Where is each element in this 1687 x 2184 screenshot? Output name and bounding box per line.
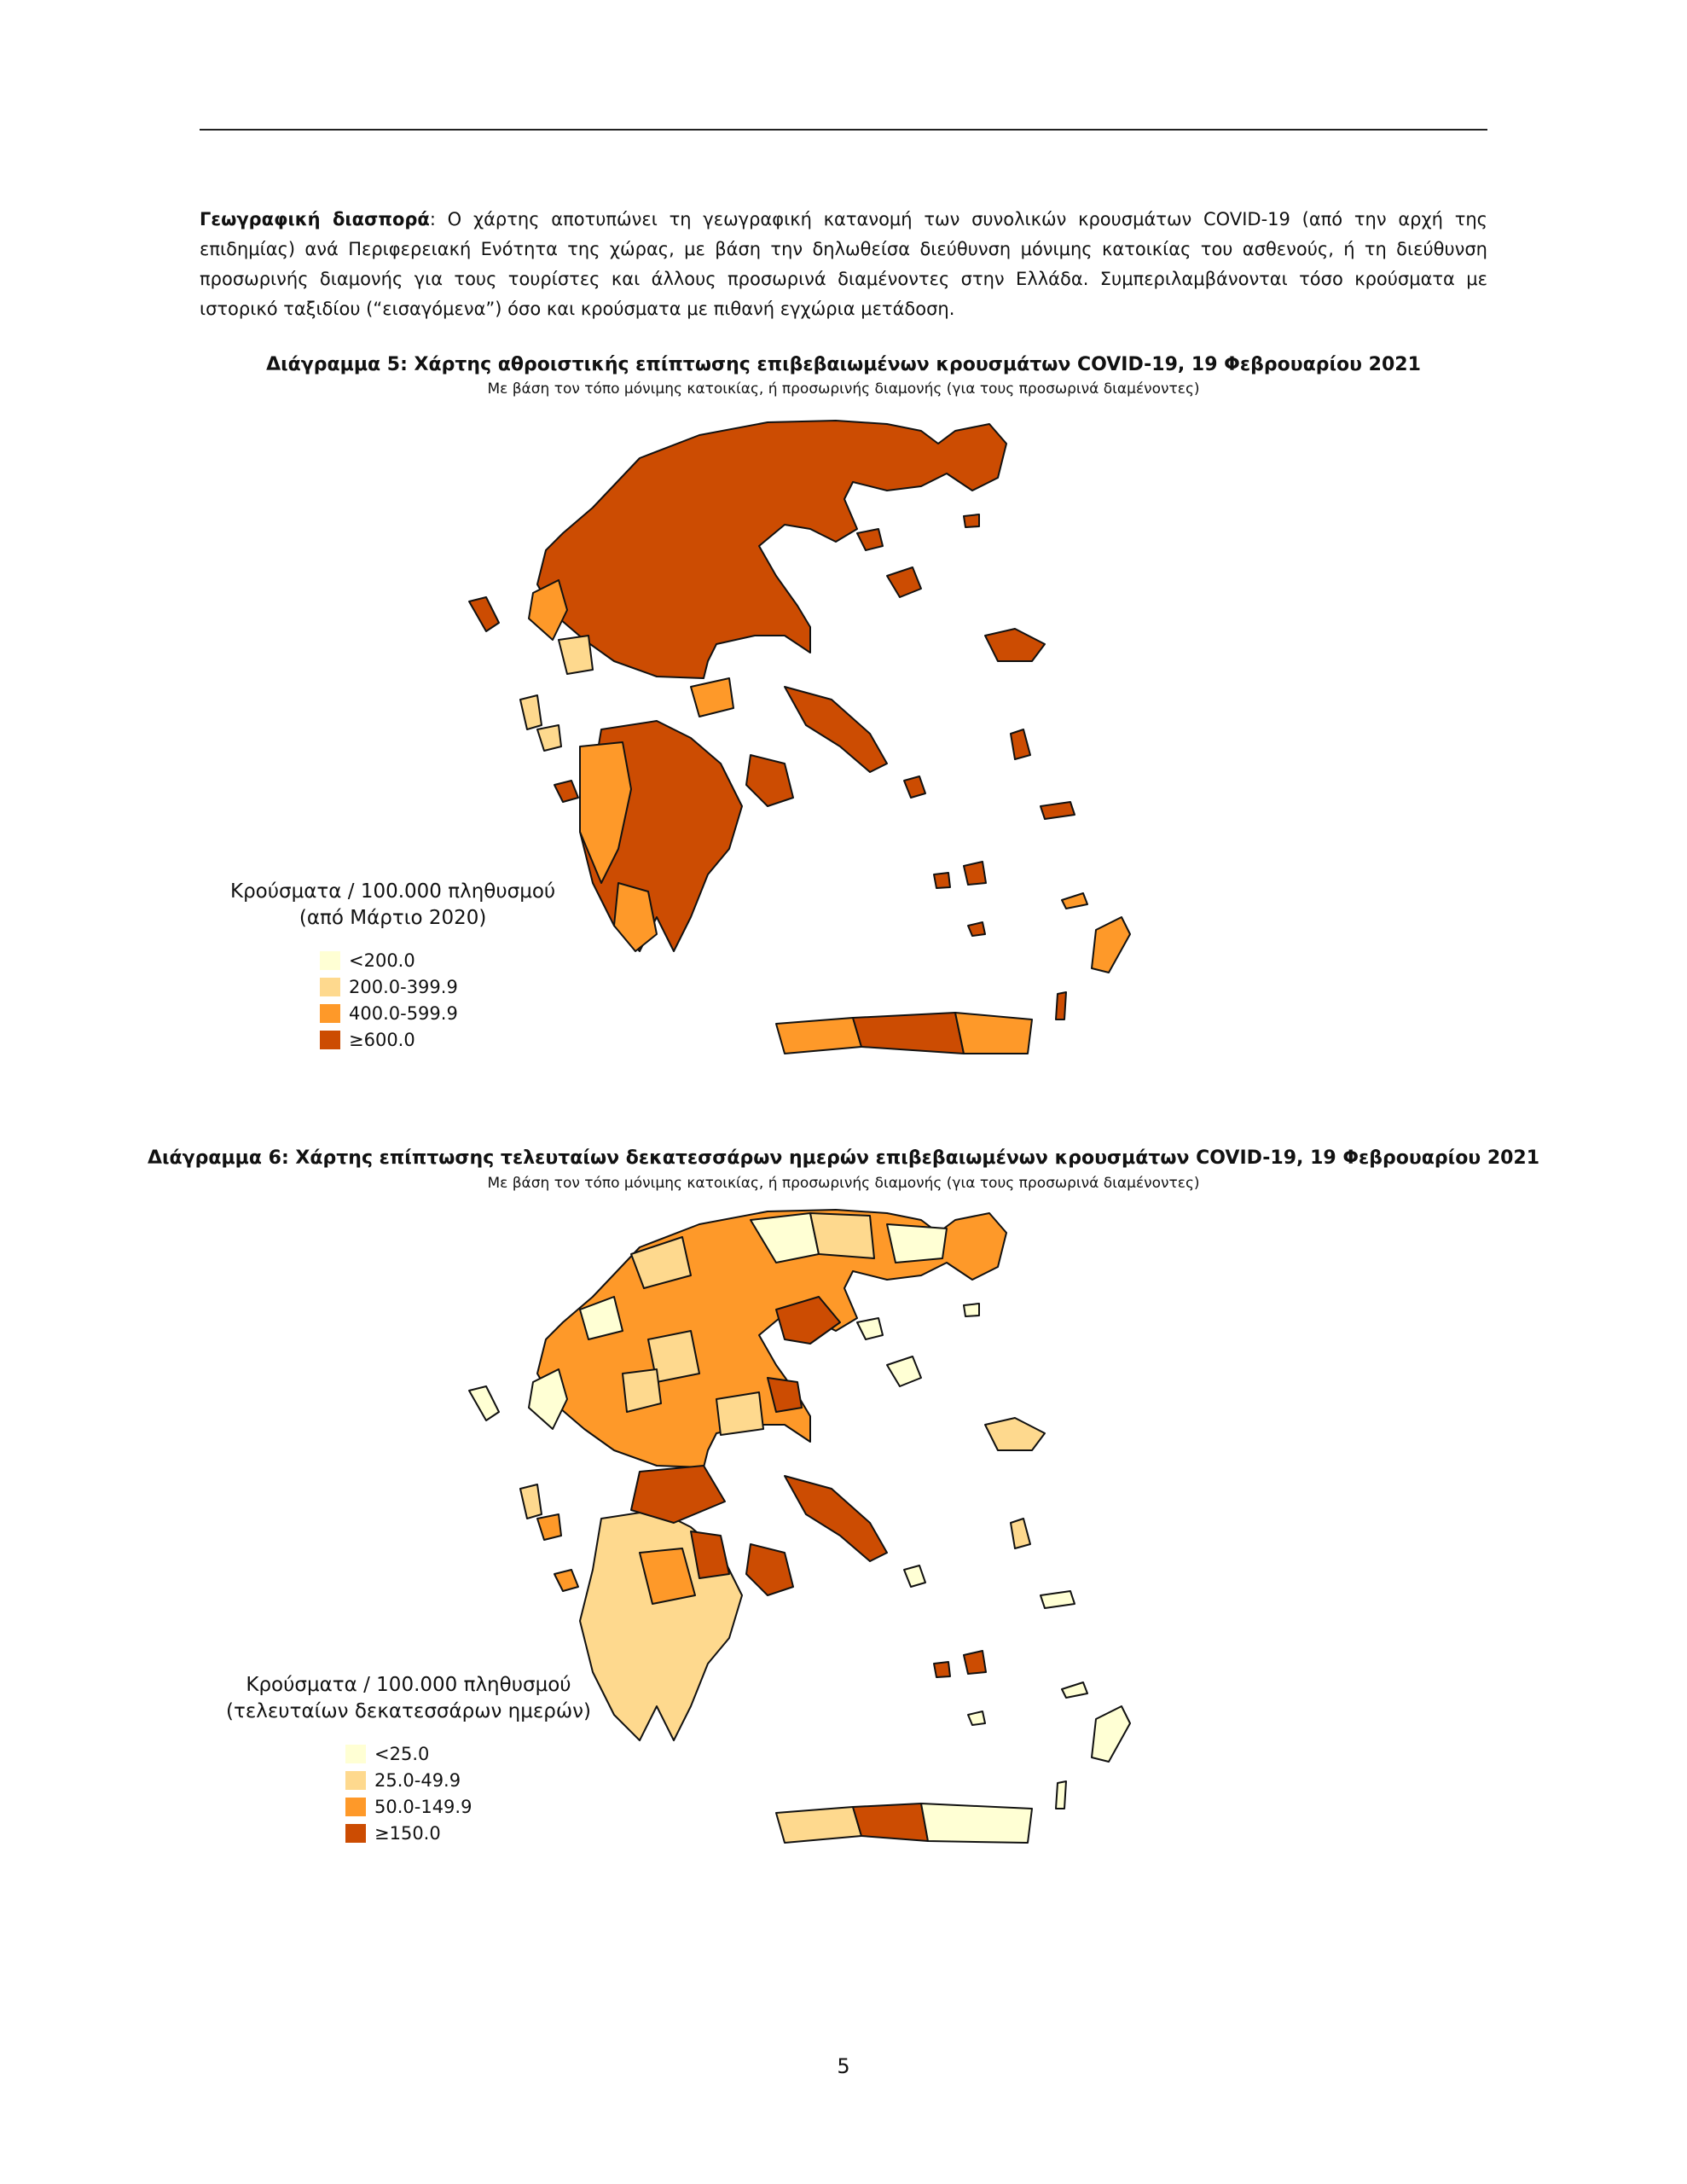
figure5-subtitle: Με βάση τον τόπο μόνιμης κατοικίας, ή προσωρινής διαμονής (για τους προσωρινά διαμένοντες)	[487, 380, 1200, 398]
map-mainland	[537, 421, 1006, 678]
legend-title-line2: (από Μάρτιο 2020)	[299, 907, 487, 929]
legend-swatch	[345, 1745, 366, 1763]
legend-title-line1: Κρούσματα / 100.000 πληθυσμού	[230, 880, 556, 903]
map-karpathos	[1056, 992, 1066, 1019]
map-rhodes	[1092, 1706, 1130, 1762]
map-region-north3	[887, 1224, 947, 1263]
map-andros	[904, 1565, 925, 1587]
map-kos	[1062, 1682, 1087, 1698]
legend-swatch	[320, 978, 340, 996]
legend-item	[345, 1740, 591, 1767]
map-paros	[934, 873, 950, 888]
legend-title-line2: (τελευταίων δεκατεσσάρων ημερών)	[226, 1700, 591, 1722]
map-kos	[1062, 893, 1087, 909]
legend-item	[320, 1026, 555, 1053]
map-lesvos	[985, 629, 1045, 661]
map-limnos	[887, 1356, 921, 1386]
legend-label: 200.0-399.9	[349, 976, 458, 997]
map-paros	[934, 1662, 950, 1677]
map-lesvos	[985, 1418, 1045, 1450]
map-naxos	[964, 1651, 986, 1674]
legend-title-line1: Κρούσματα / 100.000 πληθυσμού	[246, 1674, 571, 1696]
legend-label: ≥150.0	[374, 1822, 441, 1844]
map-chios	[1011, 729, 1030, 759]
map-lefkada	[520, 1484, 542, 1519]
legend-label: 25.0-49.9	[374, 1769, 461, 1791]
legend-label: 400.0-599.9	[349, 1002, 458, 1024]
legend-item	[320, 973, 555, 1000]
map-crete-east	[921, 1804, 1032, 1843]
map-zakynthos	[554, 1570, 578, 1591]
legend-item	[320, 947, 555, 973]
map-corfu	[469, 597, 499, 631]
map-evia	[785, 1476, 887, 1561]
figure5-title: Διάγραμμα 5: Χάρτης αθροιστικής επίπτωσης επιβεβαιωμένων κρουσμάτων COVID-19, 19 Φεβρουαρίου 2021	[266, 354, 1421, 375]
map-samos	[1041, 1591, 1075, 1608]
map-region-central3	[716, 1392, 763, 1435]
legend-label: ≥600.0	[349, 1029, 415, 1050]
map-region-west1	[529, 1369, 567, 1429]
legend-item	[320, 1000, 555, 1026]
intro-paragraph	[200, 205, 1487, 324]
map-naxos	[964, 862, 986, 885]
map-crete-east	[955, 1013, 1032, 1054]
map-crete-west	[776, 1807, 861, 1843]
legend-swatch	[320, 951, 340, 970]
legend-label: 50.0-149.9	[374, 1796, 472, 1817]
map-santorini	[968, 1711, 985, 1725]
figure6-subtitle: Με βάση τον τόπο μόνιμης κατοικίας, ή προσωρινής διαμονής (για τους προσωρινά διαμένοντες)	[487, 1175, 1200, 1192]
map-thasos	[857, 529, 883, 550]
map-peloponnese-north	[631, 1466, 725, 1523]
header-rule	[200, 129, 1487, 131]
legend-label: <25.0	[374, 1743, 430, 1764]
legend-item	[345, 1793, 591, 1820]
map-region-central2	[623, 1369, 661, 1412]
legend-cumulative	[230, 879, 555, 1053]
legend-swatch	[320, 1004, 340, 1023]
map-chios	[1011, 1519, 1030, 1548]
map-lefkada	[520, 695, 542, 729]
map-rhodes	[1092, 917, 1130, 973]
intro-text: : Ο χάρτης αποτυπώνει τη γεωγραφική κατανομή των συνολικών κρουσμάτων COVID-19 (από την αρχή της επιδημίας) ανά Περιφερειακή Ενότητα της χώρας, με βάση την δηλωθείσα διεύθυνση μόνιμης κατοικίας του ασθενούς, ή τη διεύθυνση προσωρινής διαμονής για τους τουρίστες και άλλους προσωρινά διαμένοντες στην Ελλάδα. Συμπεριλαμβάνονται τόσο κρούσματα με ιστορικό ταξιδίου (“εισαγόμενα”) όσο και κρούσματα με πιθανή εγχώρια μετάδοση.	[200, 209, 1487, 319]
map-region-west1	[529, 580, 567, 640]
map-samos	[1041, 802, 1075, 819]
map-attica	[746, 1544, 793, 1595]
map-kefalonia	[537, 1514, 561, 1540]
map-region-west2	[559, 636, 593, 674]
map-andros	[904, 776, 925, 798]
map-region-north2	[810, 1213, 874, 1258]
page-number: 5	[837, 2054, 850, 2078]
intro-lead: Γεωγραφική διασπορά	[200, 209, 430, 229]
map-samothraki	[964, 514, 979, 527]
map-crete-center	[853, 1804, 928, 1841]
map-thasos	[857, 1318, 883, 1339]
map-crete-center	[853, 1013, 964, 1054]
figure6-title: Διάγραμμα 6: Χάρτης επίπτωσης τελευταίων δεκατεσσάρων ημερών επιβεβαιωμένων κρουσμάτων COVID-19, 19 Φεβρουαρίου 2021	[147, 1147, 1540, 1169]
legend-label: <200.0	[349, 950, 415, 971]
map-zakynthos	[554, 781, 578, 802]
map-region-west3	[691, 678, 733, 717]
map-santorini	[968, 922, 985, 936]
map-attica	[746, 755, 793, 806]
map-crete-west	[776, 1018, 861, 1054]
map-limnos	[887, 567, 921, 597]
legend-swatch	[345, 1771, 366, 1790]
map-samothraki	[964, 1304, 979, 1316]
legend-swatch	[320, 1031, 340, 1049]
map-karpathos	[1056, 1781, 1066, 1809]
map-evia	[785, 687, 887, 772]
legend-swatch	[345, 1824, 366, 1843]
map-corfu	[469, 1386, 499, 1420]
legend-14day	[226, 1672, 591, 1846]
legend-item	[345, 1820, 591, 1846]
legend-item	[345, 1767, 591, 1793]
legend-swatch	[345, 1798, 366, 1816]
map-kefalonia	[537, 725, 561, 751]
